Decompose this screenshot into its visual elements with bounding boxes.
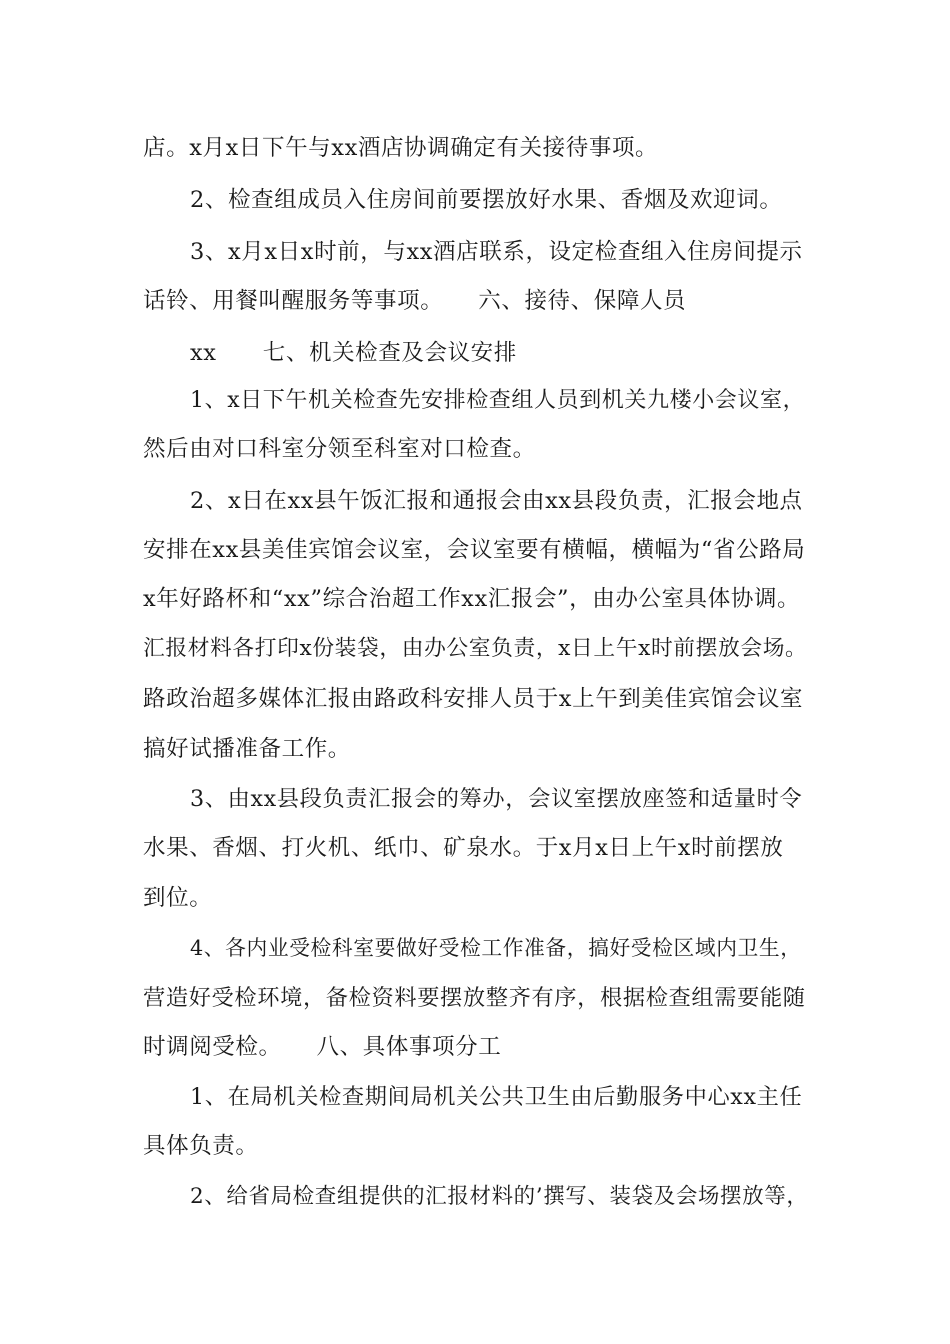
text-line: 3、x月x日x时前，与xx酒店联系，设定检查组入住房间提示 bbox=[190, 239, 803, 265]
text-line: 2、x日在xx县午饭汇报和通报会由xx县段负责，汇报会地点 bbox=[190, 488, 803, 514]
text-line: 2、检查组成员入住房间前要摆放好水果、香烟及欢迎词。 bbox=[190, 187, 783, 213]
text-line: 2、给省局检查组提供的汇报材料的’撰写、装袋及会场摆放等， bbox=[190, 1184, 809, 1209]
text-line: 营造好受检环境，备检资料要摆放整齐有序，根据检查组需要能随 bbox=[143, 985, 806, 1011]
text-line: 4、各内业受检科室要做好受检工作准备，搞好受检区域内卫生， bbox=[190, 936, 802, 960]
text-line: 话铃、用餐叫醒服务等事项。 六、接待、保障人员 bbox=[143, 288, 687, 314]
text-line: 汇报材料各打印x份装袋，由办公室负责，x日上午x时前摆放会场。 bbox=[143, 636, 808, 661]
text-line: 搞好试播准备工作。 bbox=[143, 736, 351, 762]
text-line: x年好路杯和“xx”综合治超工作xx汇报会”，由办公室具体协调。 bbox=[143, 586, 801, 612]
text-line: 具体负责。 bbox=[143, 1133, 259, 1159]
text-line: xx 七、机关检查及会议安排 bbox=[190, 340, 517, 366]
text-line: 1、x日下午机关检查先安排检查组人员到机关九楼小会议室， bbox=[190, 388, 806, 413]
text-line: 水果、香烟、打火机、纸巾、矿泉水。于x月x日上午x时前摆放 bbox=[143, 835, 784, 861]
text-line: 店。x月x日下午与xx酒店协调确定有关接待事项。 bbox=[143, 135, 659, 161]
text-line: 时调阅受检。 八、具体事项分工 bbox=[143, 1034, 502, 1060]
text-line: 安排在xx县美佳宾馆会议室，会议室要有横幅，横幅为“省公路局 bbox=[143, 537, 806, 563]
text-line: 1、在局机关检查期间局机关公共卫生由后勤服务中心xx主任 bbox=[190, 1084, 803, 1110]
text-line: 路政治超多媒体汇报由路政科安排人员于x上午到美佳宾馆会议室 bbox=[143, 686, 804, 712]
text-line: 3、由xx县段负责汇报会的筹办，会议室摆放座签和适量时令 bbox=[190, 786, 803, 812]
text-line: 然后由对口科室分领至科室对口检查。 bbox=[143, 436, 536, 462]
text-line: 到位。 bbox=[143, 885, 213, 911]
